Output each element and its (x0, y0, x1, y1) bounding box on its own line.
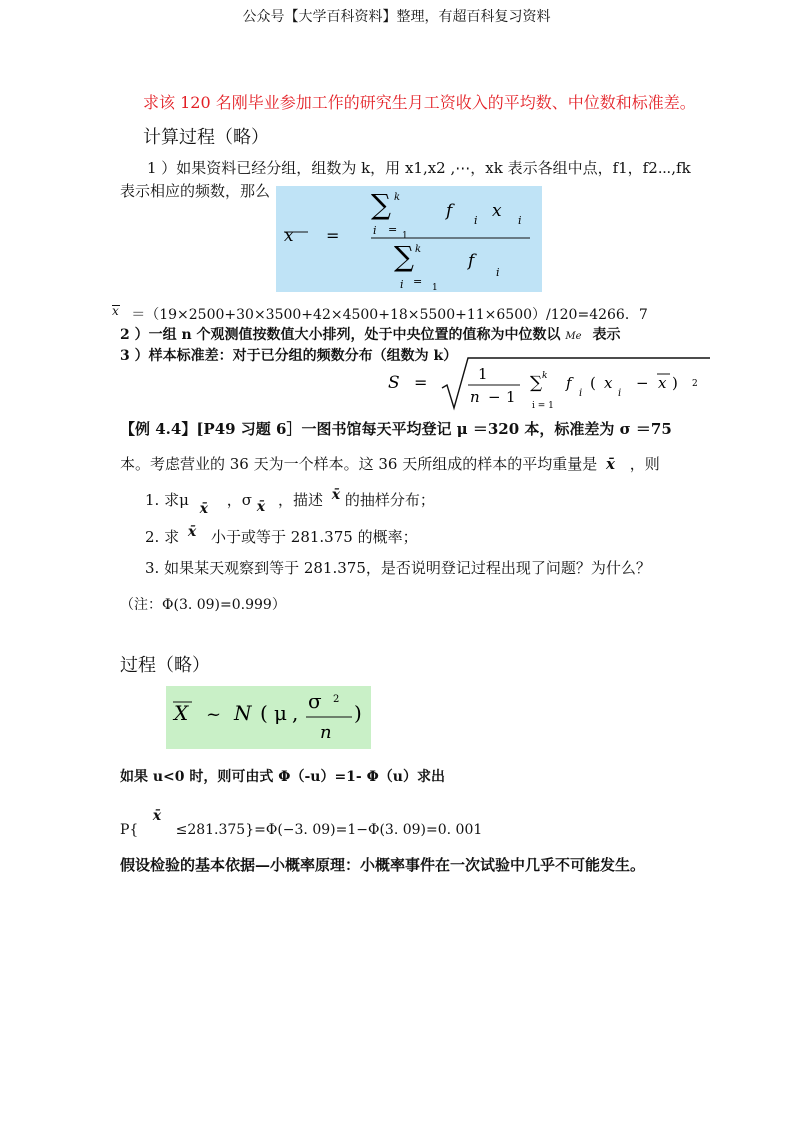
svg-text:i: i (618, 388, 622, 399)
svg-text:σ: σ (308, 689, 322, 713)
svg-text:f: f (566, 374, 572, 392)
svg-text:X: X (174, 701, 189, 725)
svg-text:1: 1 (506, 388, 516, 406)
svg-text:k: k (394, 192, 401, 203)
example-text-2: 本。考虑营业的 36 天为一个样本。这 36 天所组成的样本的平均重量是 (120, 455, 598, 473)
mean-calc-row (112, 304, 648, 324)
svg-text:(: ( (590, 374, 596, 392)
std-formula (380, 352, 710, 412)
svg-text:(: ( (260, 701, 268, 725)
svg-text:2: 2 (333, 694, 340, 705)
svg-text:x: x (658, 374, 667, 392)
paragraph-grouped-data-line2: 表示相应的频数，那么 (120, 182, 271, 200)
paragraph-grouped-data-line1: 1 ）如果资料已经分组，组数为 k，用 x1,x2 ,⋯，xk 表示各组中点，f1，f2⋯,fk (147, 159, 691, 177)
item1-part-b: ，σ (226, 491, 253, 509)
median-tail: 表示 (592, 327, 621, 343)
svg-text:=: = (414, 373, 428, 392)
svg-text:n: n (320, 722, 332, 743)
std-definition: 3 ）样本标准差：对于已分组的频数分布（组数为 k） (120, 348, 458, 364)
item2-part-b: 小于或等于 281.375 的概率； (211, 528, 418, 546)
sampling-distribution-box (166, 686, 371, 749)
example-tail-2: ，则 (629, 455, 660, 473)
calc-title: 计算过程（略） (143, 127, 269, 148)
item-3: 3. 如果某天观察到等于 281.375，是否说明登记过程出现了问题？为什么？ (145, 559, 651, 577)
svg-text:i: i (400, 278, 404, 291)
sampling-distribution-formula (166, 686, 371, 749)
svg-text:i: i (579, 388, 583, 399)
question-text: 求该 120 名刚毕业参加工作的研究生月工资收入的平均数、中位数和标准差。 (143, 93, 696, 112)
conclusion: 假设检验的基本依据—小概率原理：小概率事件在一次试验中几乎不可能发生。 (120, 856, 646, 874)
svg-text:2: 2 (692, 379, 698, 389)
svg-text:−: − (636, 374, 649, 392)
svg-text:1: 1 (432, 283, 438, 292)
x-bar-symbol-2: x̄ (606, 455, 615, 473)
rule-line: 如果 u<0 时，则可由式 Φ（-u）=1- Φ（u）求出 (120, 769, 445, 785)
svg-text:i = 1: i = 1 (532, 401, 554, 411)
svg-text:k: k (415, 244, 422, 255)
item1-part-c: ，描述 (277, 491, 323, 509)
x-bar-symbol: x (112, 304, 119, 318)
svg-text:~: ~ (206, 704, 222, 725)
example-text-1: 【例 4.4】[P49 习题 6］一图书馆每天平均登记 μ ＝320 本，标准差为 σ ＝75 (120, 420, 672, 438)
svg-text:=: = (413, 275, 423, 288)
item1-part-d: 的抽样分布； (344, 491, 435, 509)
svg-text:=: = (326, 226, 340, 245)
item2-part-a: 2. 求 (145, 528, 180, 546)
mean-formula-box (276, 186, 542, 292)
svg-text:n: n (470, 388, 480, 406)
svg-text:1: 1 (478, 365, 488, 383)
median-text: 2 ）一组 n 个观测值按数值大小排列，处于中央位置的值称为中位数以 (120, 327, 561, 343)
svg-text:): ) (354, 701, 362, 725)
svg-text:i: i (373, 224, 377, 237)
svg-text:=: = (388, 223, 398, 236)
svg-text:∑: ∑ (530, 373, 543, 393)
svg-text:μ: μ (274, 701, 287, 725)
mean-calc-text: ＝（19×2500+30×3500+42×4500+18×5500+11×6500）/120=4266．7 (131, 307, 648, 323)
svg-text:−: − (488, 388, 501, 406)
note: （注：Φ(3. 09)=0.999） (120, 597, 286, 613)
prob-text: ≤281.375}=Φ(−3. 09)=1−Φ(3. 09)=0. 001 (175, 822, 483, 838)
sum-symbol-bottom: ∑ (394, 240, 414, 273)
svg-text:x: x (284, 226, 294, 246)
item1-part-a: 1. 求μ (145, 491, 189, 509)
mean-formula (276, 186, 542, 292)
svg-text:k: k (542, 371, 548, 381)
probability-line: P{ x̄ ≤281.375}=Φ(−3. 09)=1−Φ(3. 09)=0. 001 (120, 808, 483, 838)
median-symbol: Me (565, 331, 582, 342)
svg-text:f: f (446, 201, 453, 221)
svg-text:i: i (474, 214, 478, 227)
svg-text:i: i (518, 214, 522, 227)
process-title: 过程（略） (120, 655, 210, 676)
prob-prefix: P{ (120, 822, 139, 838)
svg-text:f: f (468, 251, 475, 271)
svg-text:): ) (672, 374, 678, 392)
sum-symbol-top: ∑ (371, 188, 391, 221)
svg-text:x: x (492, 201, 502, 221)
svg-text:,: , (292, 701, 299, 725)
page-header: 公众号【大学百科资料】整理，有超百科复习资料 (242, 9, 551, 25)
median-definition (120, 324, 620, 344)
item-1: 1. 求μ x̄ ，σ x̄ ，描述 x̄ 的抽样分布； (145, 487, 435, 517)
svg-text:N: N (234, 701, 252, 725)
svg-text:x: x (604, 374, 613, 392)
svg-text:1: 1 (402, 231, 408, 241)
example-line-1 (120, 418, 672, 439)
example-line-2 (120, 453, 660, 474)
svg-text:S: S (388, 373, 400, 393)
item-2: 2. 求 x̄ 小于或等于 281.375 的概率； (145, 524, 418, 546)
svg-text:i: i (496, 266, 500, 279)
